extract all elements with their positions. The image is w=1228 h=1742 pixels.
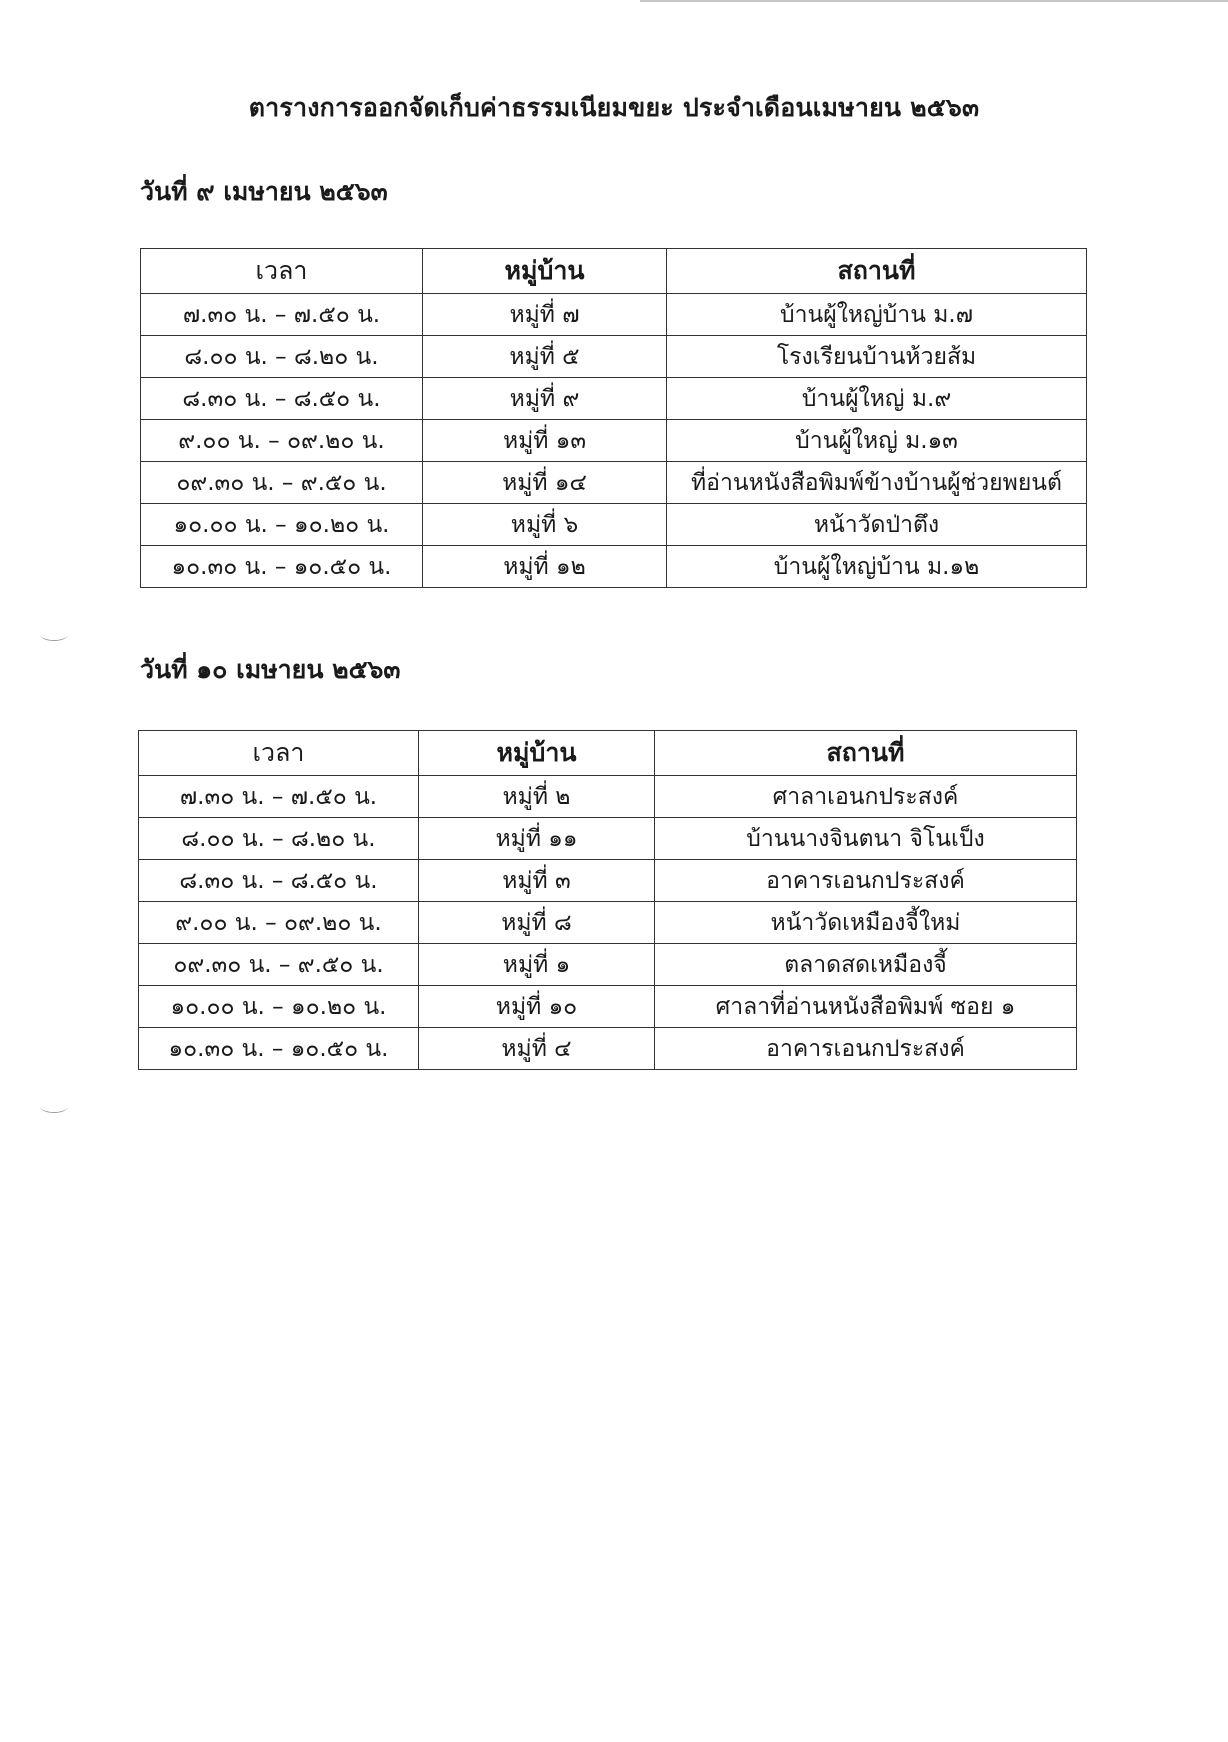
cell-place: บ้านผู้ใหญ่บ้าน ม.๗ [667,294,1087,336]
table-row [139,944,1077,986]
table-row [141,546,1087,588]
cell-place: บ้านนางจินตนา จิโนเป็ง [655,818,1077,860]
table-row [139,776,1077,818]
cell-place: บ้านผู้ใหญ่ ม.๑๓ [667,420,1087,462]
schedule-table [140,248,1087,588]
header-time: เวลา [141,249,423,294]
cell-village: หมู่ที่ ๘ [419,902,655,944]
cell-time: ๑๐.๓๐ น. – ๑๐.๕๐ น. [141,546,423,588]
cell-time: ๐๙.๓๐ น. – ๙.๕๐ น. [141,462,423,504]
day-heading: วันที่ ๑๐ เมษายน ๒๕๖๓ [140,655,401,684]
cell-place: ที่อ่านหนังสือพิมพ์ข้างบ้านผู้ช่วยพยนต์ [667,462,1087,504]
table-row [141,294,1087,336]
cell-time: ๙.๐๐ น. – ๐๙.๒๐ น. [141,420,423,462]
header-place: สถานที่ [667,249,1087,294]
table-row [141,420,1087,462]
table-row [141,504,1087,546]
cell-village: หมู่ที่ ๕ [423,336,667,378]
cell-time: ๐๙.๓๐ น. – ๙.๕๐ น. [139,944,419,986]
cell-place: ตลาดสดเหมืองจี้ [655,944,1077,986]
table-row [139,902,1077,944]
cell-time: ๘.๓๐ น. – ๘.๕๐ น. [139,860,419,902]
cell-time: ๙.๐๐ น. – ๐๙.๒๐ น. [139,902,419,944]
cell-place: โรงเรียนบ้านห้วยส้ม [667,336,1087,378]
header-time: เวลา [139,731,419,776]
table-header-row [139,731,1077,776]
table-row [141,462,1087,504]
cell-village: หมู่ที่ ๓ [419,860,655,902]
cell-place: อาคารเอนกประสงค์ [655,1028,1077,1070]
cell-village: หมู่ที่ ๑๔ [423,462,667,504]
cell-place: ศาลาที่อ่านหนังสือพิมพ์ ซอย ๑ [655,986,1077,1028]
punch-hole-mark [40,1100,68,1113]
cell-village: หมู่ที่ ๙ [423,378,667,420]
table-row [141,378,1087,420]
cell-place: บ้านผู้ใหญ่บ้าน ม.๑๒ [667,546,1087,588]
cell-village: หมู่ที่ ๑๑ [419,818,655,860]
cell-place: หน้าวัดเหมืองจี้ใหม่ [655,902,1077,944]
cell-place: ศาลาเอนกประสงค์ [655,776,1077,818]
cell-place: บ้านผู้ใหญ่ ม.๙ [667,378,1087,420]
cell-time: ๗.๓๐ น. – ๗.๕๐ น. [139,776,419,818]
cell-time: ๘.๐๐ น. – ๘.๒๐ น. [139,818,419,860]
cell-village: หมู่ที่ ๔ [419,1028,655,1070]
cell-village: หมู่ที่ ๗ [423,294,667,336]
cell-village: หมู่ที่ ๑๐ [419,986,655,1028]
day-heading: วันที่ ๙ เมษายน ๒๕๖๓ [140,177,388,206]
cell-time: ๑๐.๐๐ น. – ๑๐.๒๐ น. [139,986,419,1028]
cell-place: อาคารเอนกประสงค์ [655,860,1077,902]
header-village: หมู่บ้าน [419,731,655,776]
cell-village: หมู่ที่ ๑ [419,944,655,986]
cell-village: หมู่ที่ ๖ [423,504,667,546]
cell-village: หมู่ที่ ๒ [419,776,655,818]
table-row [139,1028,1077,1070]
table-header-row [141,249,1087,294]
table-row [139,986,1077,1028]
cell-place: หน้าวัดป่าตึง [667,504,1087,546]
cell-village: หมู่ที่ ๑๒ [423,546,667,588]
punch-hole-mark [40,628,68,641]
cell-village: หมู่ที่ ๑๓ [423,420,667,462]
cell-time: ๘.๓๐ น. – ๘.๕๐ น. [141,378,423,420]
cell-time: ๑๐.๐๐ น. – ๑๐.๒๐ น. [141,504,423,546]
header-place: สถานที่ [655,731,1077,776]
table-row [139,860,1077,902]
table-row [141,336,1087,378]
cell-time: ๘.๐๐ น. – ๘.๒๐ น. [141,336,423,378]
table-row [139,818,1077,860]
scan-edge-line [640,0,1228,2]
cell-time: ๑๐.๓๐ น. – ๑๐.๕๐ น. [139,1028,419,1070]
schedule-table [138,730,1077,1070]
cell-time: ๗.๓๐ น. – ๗.๕๐ น. [141,294,423,336]
document-title: ตารางการออกจัดเก็บค่าธรรมเนียมขยะ ประจำเดือนเมษายน ๒๕๖๓ [248,93,980,122]
header-village: หมู่บ้าน [423,249,667,294]
